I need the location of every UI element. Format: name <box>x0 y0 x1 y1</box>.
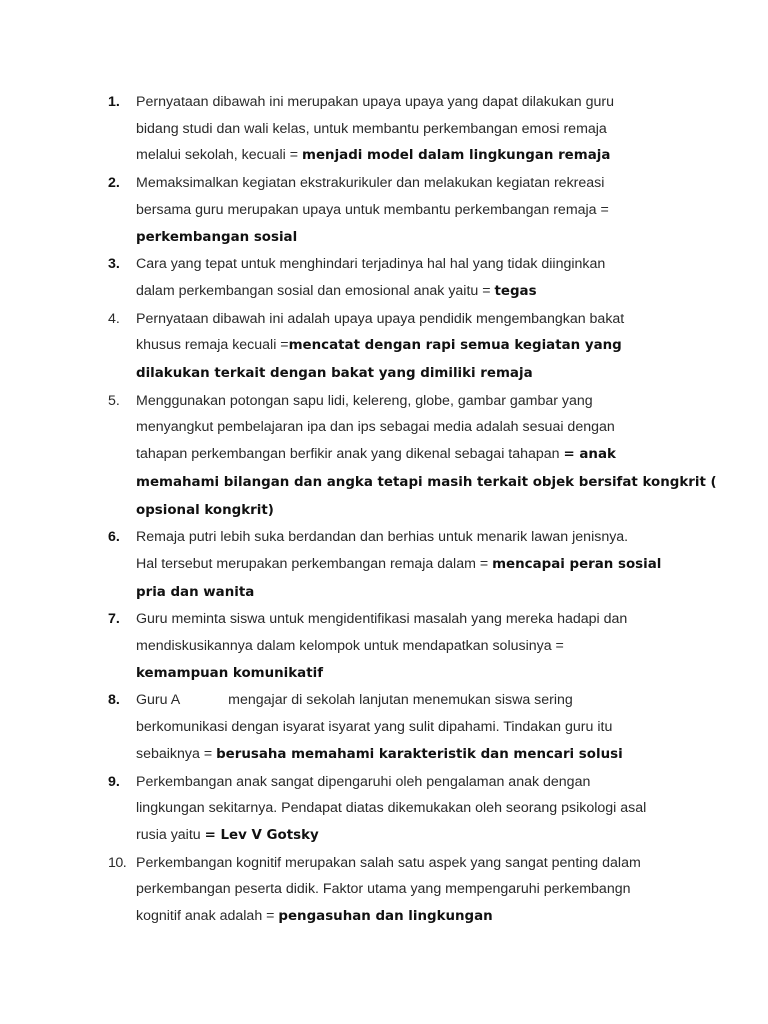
question-line <box>136 332 748 360</box>
question-number: 9. <box>108 773 120 790</box>
answer-text: dilakukan terkait dengan bakat yang dimiliki remaja <box>136 366 533 382</box>
question-number: 1. <box>108 94 120 110</box>
question-number: 6. <box>108 529 120 546</box>
question-line <box>136 822 748 850</box>
question-text: Memaksimalkan kegiatan ekstrakurikuler dan melakukan kegiatan rekreasi <box>136 175 605 192</box>
answer-text: berusaha memahami karakteristik dan mencari solusi <box>216 746 623 762</box>
question-text: Cara yang tepat untuk menghindari terjadinya hal hal yang tidak diinginkan <box>136 256 606 273</box>
question-line <box>136 306 748 333</box>
question-line <box>136 441 748 469</box>
question-line <box>136 251 748 278</box>
question-line <box>136 388 748 415</box>
question-number: 7. <box>108 611 120 628</box>
question-number: 10. <box>108 854 127 871</box>
question-item <box>108 251 748 305</box>
question-text: sebaiknya = <box>136 745 217 762</box>
question-item <box>108 769 748 850</box>
question-line <box>136 633 748 660</box>
question-item <box>108 170 748 251</box>
question-text: perkembangan peserta didik. Faktor utama yang mempengaruhi perkembangn <box>136 881 631 898</box>
question-line <box>136 606 748 633</box>
question-line <box>136 469 748 497</box>
question-item <box>108 606 748 687</box>
question-line <box>136 903 748 931</box>
question-item <box>108 850 748 931</box>
question-text: rusia yaitu <box>136 826 205 843</box>
question-line <box>136 89 748 116</box>
question-text: Perkembangan kognitif merupakan salah satu aspek yang sangat penting dalam <box>136 854 641 871</box>
answer-text: memahami bilangan dan angka tetapi masih terkait objek bersifat kongkrit ( <box>136 474 717 490</box>
question-item <box>108 687 748 768</box>
question-text: kognitif anak adalah = <box>136 908 279 925</box>
question-text: Menggunakan potongan sapu lidi, kelereng, globe, gambar gambar yang <box>136 392 593 409</box>
question-line <box>136 414 748 441</box>
question-line <box>136 876 748 903</box>
answer-text: menjadi model dalam lingkungan remaja <box>302 148 611 164</box>
question-line <box>136 170 748 197</box>
answer-text: tegas <box>494 283 537 299</box>
question-item <box>108 306 748 388</box>
question-line <box>136 116 748 143</box>
question-item <box>108 388 748 525</box>
question-line <box>136 142 748 170</box>
question-line <box>136 714 748 741</box>
answer-text: mencapai peran sosial <box>492 556 662 572</box>
answer-text: pria dan wanita <box>136 584 255 600</box>
question-item <box>108 89 748 170</box>
question-line <box>136 497 748 525</box>
answer-text: opsional kongkrit) <box>136 502 274 518</box>
question-line <box>136 197 748 224</box>
question-item <box>108 524 748 606</box>
question-text: lingkungan sekitarnya. Pendapat diatas dikemukakan oleh seorang psikologi asal <box>136 800 647 817</box>
answer-text: = Lev V Gotsky <box>204 827 319 843</box>
question-line <box>136 360 748 388</box>
question-text: Pernyataan dibawah ini merupakan upaya upaya yang dapat dilakukan guru <box>136 94 614 110</box>
question-number: 5. <box>108 392 120 409</box>
question-line <box>136 741 748 769</box>
question-list <box>108 89 748 931</box>
question-line <box>136 769 748 796</box>
question-line <box>136 278 748 306</box>
question-line <box>136 660 748 688</box>
question-line <box>136 687 748 714</box>
question-number: 2. <box>108 175 120 192</box>
question-text: Guru meminta siswa untuk mengidentifikasi masalah yang mereka hadapi dan <box>136 611 628 628</box>
question-line <box>136 524 748 551</box>
question-line <box>136 224 748 252</box>
question-text: dalam perkembangan sosial dan emosional anak yaitu = <box>136 282 495 299</box>
question-number: 3. <box>108 256 120 273</box>
question-text: mengajar di sekolah lanjutan menemukan siswa sering <box>228 692 573 709</box>
question-text: tahapan perkembangan berfikir anak yang dikenal sebagai tahapan <box>136 446 564 463</box>
question-line <box>136 551 748 579</box>
question-text: bersama guru merupakan upaya untuk membantu perkembangan remaja = <box>136 201 609 218</box>
question-text: mendiskusikannya dalam kelompok untuk mendapatkan solusinya = <box>136 638 564 655</box>
answer-text: = anak <box>563 447 616 463</box>
question-number: 4. <box>108 310 120 327</box>
answer-text: perkembangan sosial <box>136 229 298 245</box>
question-text: Perkembangan anak sangat dipengaruhi oleh pengalaman anak dengan <box>136 773 591 790</box>
question-line <box>136 579 748 607</box>
question-text: Hal tersebut merupakan perkembangan remaja dalam = <box>136 555 493 572</box>
question-text: khusus remaja kecuali = <box>136 337 289 354</box>
question-line <box>136 795 748 822</box>
answer-text: mencatat dengan rapi semua kegiatan yang <box>288 338 622 354</box>
question-text: melalui sekolah, kecuali = <box>136 147 303 164</box>
question-text: berkomunikasi dengan isyarat isyarat yang sulit dipahami. Tindakan guru itu <box>136 719 613 736</box>
question-text: Guru A <box>136 692 181 709</box>
question-text: Remaja putri lebih suka berdandan dan berhias untuk menarik lawan jenisnya. <box>136 529 629 546</box>
question-text: menyangkut pembelajaran ipa dan ips sebagai media adalah sesuai dengan <box>136 419 615 436</box>
question-number: 8. <box>108 692 120 709</box>
question-text: bidang studi dan wali kelas, untuk membantu perkembangan emosi remaja <box>136 120 607 137</box>
answer-text: pengasuhan dan lingkungan <box>278 909 493 925</box>
answer-text: kemampuan komunikatif <box>136 665 324 681</box>
question-text: Pernyataan dibawah ini adalah upaya upaya pendidik mengembangkan bakat <box>136 310 625 327</box>
question-line <box>136 850 748 877</box>
